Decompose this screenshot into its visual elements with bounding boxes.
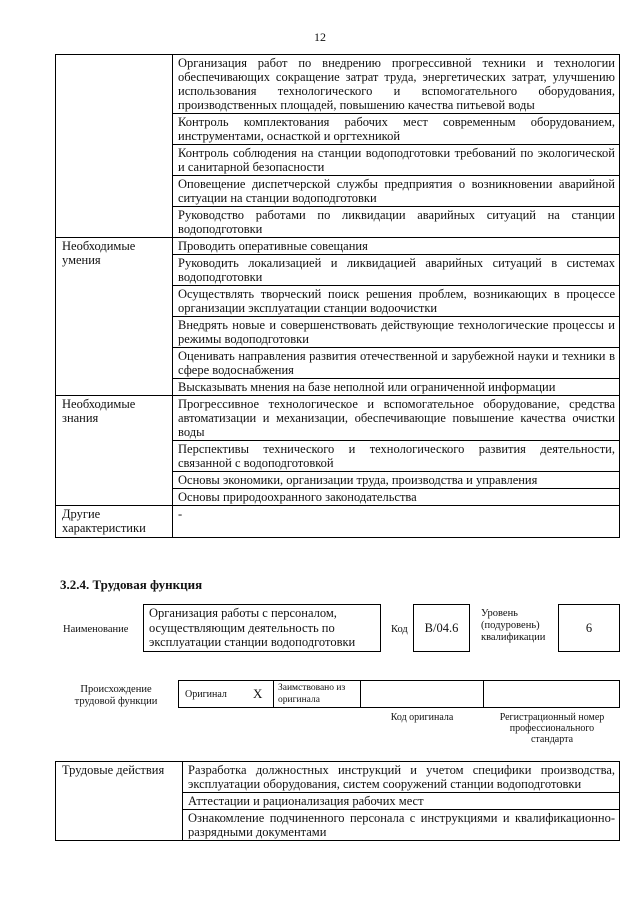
table-cell: Руководство работами по ликвидации аварийных ситуаций на станции водоподготовки xyxy=(173,207,620,238)
page-number: 12 xyxy=(314,30,326,44)
table-cell: - xyxy=(173,506,620,538)
name-label: Наименование xyxy=(63,624,129,635)
level-label: Уровень (подуровень) квалификации xyxy=(481,608,546,643)
table-cell: Контроль комплектования рабочих мест современным оборудованием, инструментами, оснасткой и оргтехникой xyxy=(173,114,620,145)
table-cell: Проводить оперативные совещания xyxy=(173,238,620,255)
level-box: 6 xyxy=(558,604,620,652)
table-cell: Внедрять новые и совершенствовать действующие технологические процессы и режимы водоподготовки xyxy=(173,317,620,348)
table-cell: Прогрессивное технологическое и вспомогательное оборудование, средства автоматизации и механизации, обеспечивающие повышение качества очистки воды xyxy=(173,396,620,441)
table-cell: Оценивать направления развития отечественной и зарубежной науки и техники в сфере водоснабжения xyxy=(173,348,620,379)
table-cell: Основы природоохранного законодательства xyxy=(173,489,620,506)
table-row xyxy=(56,506,620,538)
reg-number-box xyxy=(483,680,620,708)
original-code-box xyxy=(360,680,484,708)
table-row xyxy=(56,762,620,793)
table-cell: Основы экономики, организации труда, производства и управления xyxy=(173,472,620,489)
table-cell: Оповещение диспетчерской службы предприятия о возникновении аварийной ситуации на станции водоподготовки xyxy=(173,176,620,207)
table-row xyxy=(56,55,620,114)
knowledge-label: Необходимые знания xyxy=(56,396,173,506)
origin-label: Происхождение трудовой функции xyxy=(74,684,158,707)
original-label: Оригинал xyxy=(185,689,227,700)
table-cell: Ознакомление подчиненного персонала с инструкциями и квалификационно-разрядными документами xyxy=(183,810,620,841)
table-cell: Разработка должностных инструкций и учетом специфики производства, эксплуатации оборудования, систем сооружений станции водоподготовки xyxy=(183,762,620,793)
table-cell: Высказывать мнения на базе неполной или ограниченной информации xyxy=(173,379,620,396)
competency-table xyxy=(55,54,620,538)
code-box: B/04.6 xyxy=(413,604,470,652)
original-code-caption: Код оригинала xyxy=(390,712,454,723)
table-cell: Осуществлять творческий поиск решения проблем, возникающих в процессе организации эксплуатации станции водоочистки xyxy=(173,286,620,317)
table-row xyxy=(56,238,620,255)
function-name-box: Организация работы с персоналом, осуществляющим деятельность по эксплуатации станции водоподготовки xyxy=(143,604,381,652)
borrowed-box: Заимствовано из оригинала xyxy=(273,680,361,708)
original-mark: X xyxy=(253,686,263,701)
table-cell: Аттестации и рационализация рабочих мест xyxy=(183,793,620,810)
labor-actions-label: Трудовые действия xyxy=(56,762,183,841)
code-label: Код xyxy=(391,624,408,635)
table-cell: Организация работ по внедрению прогрессивной техники и технологии обеспечивающих сокращение затрат труда, энергетических затрат, улучшению использования технологического и вспомогательного оборудования, производственных площадей, повышению качества питьевой воды xyxy=(173,55,620,114)
table-cell: Руководить локализацией и ликвидацией аварийных ситуаций в системах водоподготовки xyxy=(173,255,620,286)
original-box xyxy=(178,680,274,708)
labor-actions-label-empty xyxy=(56,55,173,238)
section-title: 3.2.4. Трудовая функция xyxy=(60,577,203,592)
table-row xyxy=(56,396,620,441)
table-cell: Перспективы технического и технологического развития деятельности, связанной с водоподготовкой xyxy=(173,441,620,472)
skills-label: Необходимые умения xyxy=(56,238,173,396)
reg-number-caption: Регистрационный номер профессионального стандарта xyxy=(499,712,605,745)
table-cell: Контроль соблюдения на станции водоподготовки требований по экологической и санитарной безопасности xyxy=(173,145,620,176)
labor-actions-table xyxy=(55,761,620,841)
other-label: Другие характеристики xyxy=(56,506,173,538)
